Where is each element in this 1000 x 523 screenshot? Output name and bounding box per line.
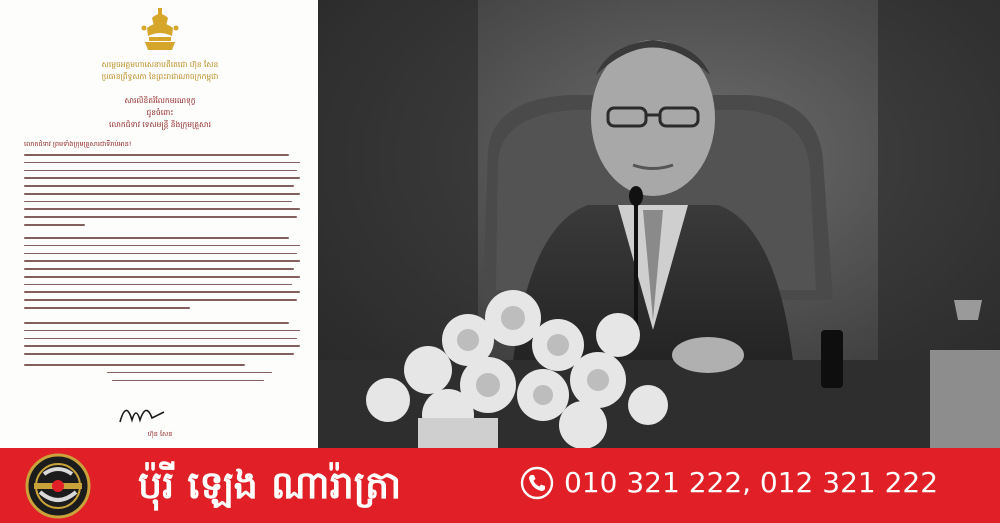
portrait-photo	[318, 0, 1000, 448]
letter-recipient-prefix: ជូនចំពោះ	[146, 108, 174, 117]
letter-header-line-2: ប្រធានព្រឹទ្ធសភា នៃព្រះរាជាណាចក្រកម្ពុជា	[101, 72, 219, 81]
letter-recipient: លោកជំទាវ ទេសមន្ត្រី និងក្រុមគ្រួសារ	[109, 120, 211, 129]
crown-emblem-icon	[139, 6, 181, 52]
letter-paragraph	[24, 154, 300, 232]
letter-paragraph	[24, 237, 300, 315]
phone-icon	[520, 466, 554, 500]
globe-gear-logo-icon	[14, 452, 102, 520]
letter-title: សារលិខិតរំលែកមរណទុក្ខ	[124, 96, 196, 105]
signature-mark	[112, 398, 172, 426]
signature-name: ហ៊ុន សែន	[147, 430, 173, 438]
letter-paragraph	[24, 322, 300, 361]
condolence-letter	[0, 0, 319, 448]
letter-closing-lines	[24, 364, 300, 387]
phone-numbers: 010 321 222, 012 321 222	[564, 466, 939, 499]
letter-salutation: លោកជំទាវ ព្រមទាំងក្រុមគ្រួសារជាទីរាប់អាន!	[24, 140, 132, 148]
brand-name: ប៉ុរី ឡេង ណារ៉ាត្រា	[138, 463, 402, 507]
letter-header-line-1: សម្តេចអគ្គមហាសេនាបតីតេជោ ហ៊ុន សែន	[101, 60, 219, 69]
